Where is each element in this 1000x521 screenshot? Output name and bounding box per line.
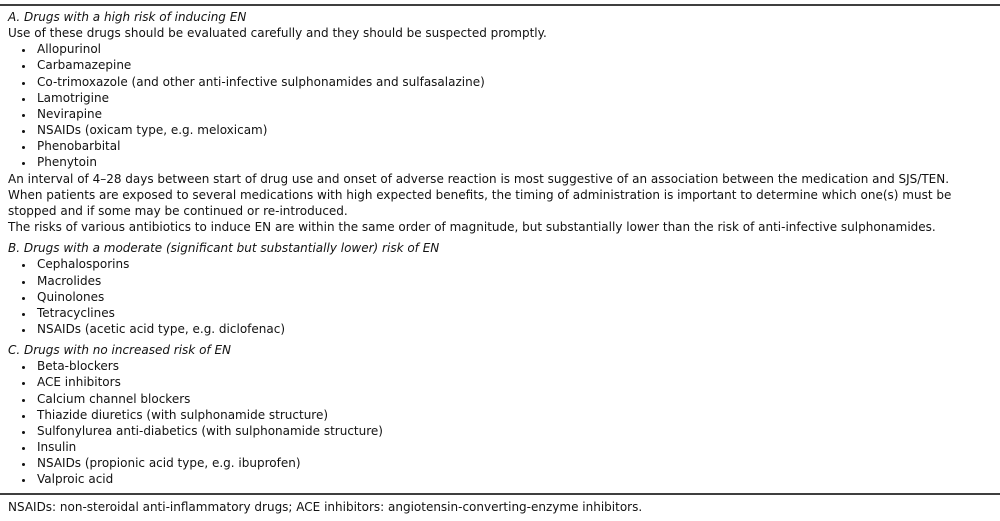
list-item: • Allopurinol <box>35 41 992 57</box>
note-multiple-medications: When patients are exposed to several medications with high expected benefits, the timing of administration is important to determine which one(s) must be stopped and if some may be continued or re-introduced. <box>8 187 952 218</box>
list-item: • Beta-blockers <box>35 358 992 374</box>
list-item: • Phenytoin <box>35 154 992 170</box>
table-footnote-row <box>0 495 1000 521</box>
list-item: • Valproic acid <box>35 471 992 487</box>
list-item: • Co-trimoxazole (and other anti-infective sulphonamides and sulfasalazine) <box>35 74 992 90</box>
section-a-heading: A. Drugs with a high risk of inducing EN <box>8 10 247 24</box>
section-c-drug-list <box>8 358 992 487</box>
list-item: • Phenobarbital <box>35 138 992 154</box>
list-item: • Carbamazepine <box>35 57 992 73</box>
list-item: • Thiazide diuretics (with sulphonamide structure) <box>35 407 992 423</box>
drug-risk-table <box>0 4 1000 521</box>
list-item: • Insulin <box>35 439 992 455</box>
section-b-drug-list <box>8 256 992 337</box>
table-footnote: NSAIDs: non-steroidal anti-inflammatory drugs; ACE inhibitors: angiotensin-converting-enzyme inhibitors. <box>8 499 643 514</box>
list-item: • Macrolides <box>35 273 992 289</box>
table-body <box>0 6 1000 488</box>
note-antibiotics: The risks of various antibiotics to induce EN are within the same order of magnitude, but substantially lower than the risk of anti-infective sulphonamides. <box>8 220 936 235</box>
list-item: • NSAIDs (oxicam type, e.g. meloxicam) <box>35 122 992 138</box>
section-a-intro: Use of these drugs should be evaluated carefully and they should be suspected promptly. <box>8 26 547 41</box>
list-item: • Calcium channel blockers <box>35 391 992 407</box>
section-c-heading: C. Drugs with no increased risk of EN <box>8 343 232 358</box>
list-item: • Sulfonylurea anti-diabetics (with sulphonamide structure) <box>35 423 992 439</box>
list-item: • NSAIDs (propionic acid type, e.g. ibuprofen) <box>35 455 992 471</box>
list-item: • Tetracyclines <box>35 305 992 321</box>
list-item: • Cephalosporins <box>35 256 992 272</box>
section-a-drug-list <box>8 41 992 170</box>
list-item: • ACE inhibitors <box>35 374 992 390</box>
note-interval: An interval of 4–28 days between start of drug use and onset of adverse reaction is most suggestive of an association between the medication and SJS/TEN. <box>8 171 950 186</box>
list-item: • Quinolones <box>35 289 992 305</box>
list-item: • Nevirapine <box>35 106 992 122</box>
list-item: • Lamotrigine <box>35 90 992 106</box>
section-b-heading: B. Drugs with a moderate (significant but substantially lower) risk of EN <box>8 241 440 256</box>
list-item: • NSAIDs (acetic acid type, e.g. diclofenac) <box>35 321 992 337</box>
